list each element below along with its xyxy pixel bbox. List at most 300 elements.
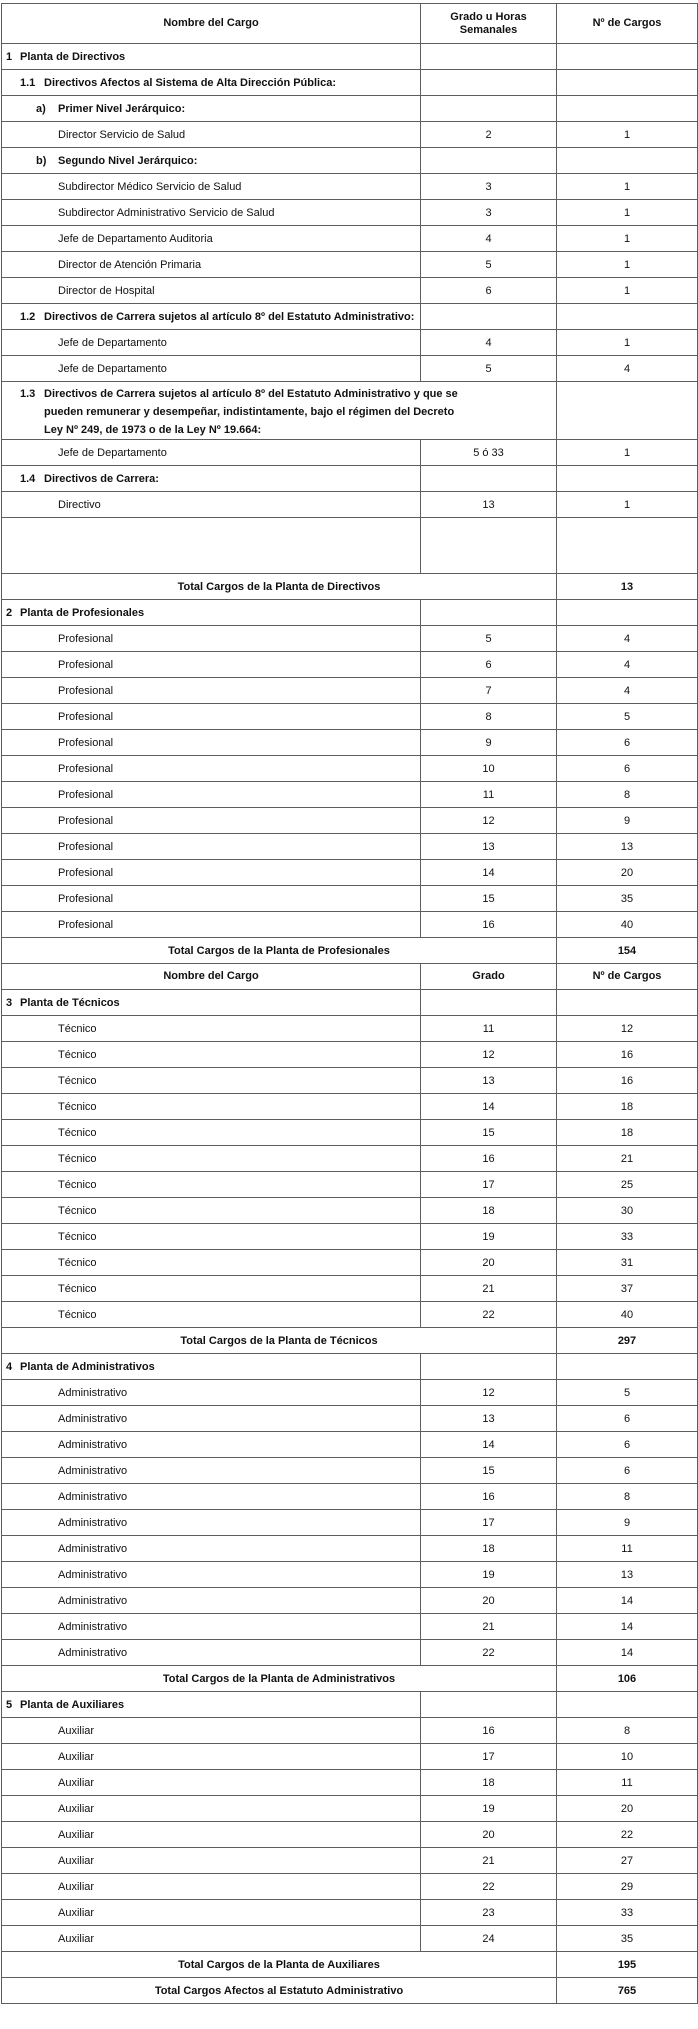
position-count: 13 (620, 840, 634, 853)
position-count-cell (557, 1822, 698, 1848)
position-name: Auxiliar (58, 1828, 95, 1841)
subsection-label: Directivos Afectos al Sistema de Alta Dirección Pública: (44, 76, 337, 89)
position-name-cell (2, 1536, 421, 1562)
position-name-cell (2, 440, 421, 466)
table-row-total (2, 574, 698, 600)
subsection-title (2, 77, 420, 89)
position-grade-cell (421, 226, 557, 252)
position-grade-cell (421, 1640, 557, 1666)
position-count: 35 (620, 1932, 634, 1945)
column-header-count-label: Nº de Cargos (592, 970, 662, 982)
total-count: 195 (617, 1958, 637, 1971)
subsection-title-cell (2, 70, 421, 96)
position-grade-cell (421, 1458, 557, 1484)
count-cell-empty (557, 990, 698, 1016)
position-name-cell (2, 1458, 421, 1484)
subsection-text-line-1: Directivos de Carrera sujetos al artículo 8º del Estatuto Administrativo y que se (44, 387, 458, 400)
position-grade-cell (421, 1874, 557, 1900)
position-grade: 19 (482, 1230, 495, 1243)
count-cell-empty (557, 382, 698, 440)
position-grade-cell (421, 122, 557, 148)
subsection-label: Segundo Nivel Jerárquico: (58, 154, 198, 167)
position-grade-cell (421, 278, 557, 304)
total-label: Total Cargos de la Planta de Auxiliares (178, 1958, 380, 1971)
position-grade-cell (421, 1614, 557, 1640)
column-header-name-label: Nombre del Cargo (163, 17, 259, 29)
position-count: 9 (623, 1516, 631, 1529)
position-name-cell (2, 808, 421, 834)
position-name: Técnico (58, 1204, 97, 1217)
position-count-cell (557, 1146, 698, 1172)
position-grade-cell (421, 330, 557, 356)
position-name: Técnico (58, 1152, 97, 1165)
position-grade: 6 (485, 284, 492, 297)
section-title (2, 607, 420, 619)
column-header-grade (421, 4, 557, 44)
position-grade-cell (421, 1250, 557, 1276)
position-grade: 22 (482, 1308, 495, 1321)
position-name: Auxiliar (58, 1776, 95, 1789)
section-label: Planta de Auxiliares (20, 1698, 125, 1711)
position-count: 1 (623, 180, 631, 193)
table-row-subwrap (2, 382, 698, 440)
table-row-total (2, 1952, 698, 1978)
position-name: Jefe de Departamento (58, 362, 167, 375)
position-grade: 2 (485, 128, 492, 141)
position-grade-cell (421, 886, 557, 912)
position-grade-cell (421, 860, 557, 886)
position-grade: 17 (482, 1750, 495, 1763)
subsection-label: Directivos de Carrera sujetos al artículo 8º del Estatuto Administrativo: (44, 310, 415, 323)
position-name-cell (2, 704, 421, 730)
table-row-item (2, 1042, 698, 1068)
position-name-cell (2, 226, 421, 252)
subsection-number: 1.1 (20, 76, 36, 89)
position-grade: 16 (482, 1490, 495, 1503)
position-name: Profesional (58, 814, 114, 827)
position-count: 20 (620, 866, 634, 879)
position-grade: 17 (482, 1516, 495, 1529)
position-count: 4 (623, 658, 631, 671)
position-count-cell (557, 200, 698, 226)
total-count-cell (557, 574, 698, 600)
subsection-number: 1.4 (20, 472, 36, 485)
grade-cell-empty (421, 96, 557, 122)
position-name-cell (2, 278, 421, 304)
position-count-cell (557, 1172, 698, 1198)
position-grade-cell (421, 1198, 557, 1224)
table-row-item (2, 1172, 698, 1198)
section-number: 3 (6, 996, 13, 1009)
position-grade-cell (421, 1094, 557, 1120)
subsection-title-cell (2, 304, 421, 330)
subsection-text-line-2: pueden remunerar y desempeñar, indistintamente, bajo el régimen del Decreto (44, 405, 455, 418)
position-name-cell (2, 174, 421, 200)
position-grade: 16 (482, 1724, 495, 1737)
position-count: 12 (620, 1022, 634, 1035)
section-title-cell (2, 990, 421, 1016)
total-count-cell (557, 1666, 698, 1692)
table-row-item (2, 278, 698, 304)
total-label-cell (2, 938, 557, 964)
spacer-grade-cell (421, 518, 557, 574)
position-grade: 16 (482, 1152, 495, 1165)
table-row-item (2, 1068, 698, 1094)
position-grade: 23 (482, 1906, 495, 1919)
column-header-grade-line-2: Semanales (459, 23, 518, 36)
position-count-cell (557, 1250, 698, 1276)
position-name: Administrativo (58, 1594, 128, 1607)
position-count: 10 (620, 1750, 634, 1763)
total-label-cell (2, 574, 557, 600)
position-name: Director de Atención Primaria (58, 258, 202, 271)
position-grade: 15 (482, 1126, 495, 1139)
position-name-cell (2, 1016, 421, 1042)
position-grade: 5 (485, 632, 492, 645)
position-count: 40 (620, 918, 634, 931)
position-name-cell (2, 1614, 421, 1640)
position-grade: 24 (482, 1932, 495, 1945)
table-row-item (2, 756, 698, 782)
subsection-title-cell (2, 466, 421, 492)
position-count-cell (557, 440, 698, 466)
position-count: 8 (623, 788, 631, 801)
position-count: 29 (620, 1880, 634, 1893)
subsection-title (2, 103, 420, 115)
position-grade: 7 (485, 684, 492, 697)
table-row-sub (2, 466, 698, 492)
position-grade-cell (421, 440, 557, 466)
position-count-cell (557, 1744, 698, 1770)
staffing-table-body (2, 4, 698, 2004)
position-grade-cell (421, 1744, 557, 1770)
position-count-cell (557, 278, 698, 304)
table-row-item (2, 1770, 698, 1796)
section-title-cell (2, 1692, 421, 1718)
position-grade-cell (421, 1770, 557, 1796)
table-row-item (2, 330, 698, 356)
position-grade: 14 (482, 1438, 495, 1451)
position-grade: 5 ó 33 (473, 446, 504, 459)
total-count: 13 (620, 580, 634, 593)
position-count-cell (557, 652, 698, 678)
table-row-item (2, 886, 698, 912)
position-grade-cell (421, 1796, 557, 1822)
position-grade: 5 (485, 258, 492, 271)
position-count: 6 (623, 736, 631, 749)
position-name: Técnico (58, 1282, 97, 1295)
position-grade-cell (421, 652, 557, 678)
position-name-cell (2, 1510, 421, 1536)
section-label: Planta de Técnicos (20, 996, 120, 1009)
table-row-item (2, 1822, 698, 1848)
table-row-item (2, 1458, 698, 1484)
position-count-cell (557, 1016, 698, 1042)
position-grade-cell (421, 1926, 557, 1952)
table-row-section (2, 600, 698, 626)
table-row-item (2, 1848, 698, 1874)
grade-cell-empty (421, 148, 557, 174)
position-count-cell (557, 356, 698, 382)
position-grade-cell (421, 1276, 557, 1302)
position-grade: 13 (482, 498, 495, 511)
position-grade: 13 (482, 1412, 495, 1425)
table-row-item (2, 1510, 698, 1536)
position-name-cell (2, 200, 421, 226)
column-header-name (2, 4, 421, 44)
position-count-cell (557, 1848, 698, 1874)
position-grade-cell (421, 1146, 557, 1172)
position-name-cell (2, 1744, 421, 1770)
section-number: 4 (6, 1360, 13, 1373)
position-grade-cell (421, 808, 557, 834)
subsection-title (2, 473, 420, 485)
position-grade: 18 (482, 1776, 495, 1789)
position-count: 1 (623, 258, 631, 271)
count-cell-empty (557, 44, 698, 70)
position-count-cell (557, 174, 698, 200)
total-label-cell (2, 1328, 557, 1354)
table-row-item (2, 356, 698, 382)
position-count-cell (557, 730, 698, 756)
table-row-item (2, 492, 698, 518)
position-name-cell (2, 1406, 421, 1432)
grade-cell-empty (421, 990, 557, 1016)
position-grade: 21 (482, 1282, 495, 1295)
position-count: 4 (623, 632, 631, 645)
position-count: 13 (620, 1568, 634, 1581)
position-grade: 14 (482, 866, 495, 879)
position-count: 1 (623, 284, 631, 297)
position-count: 1 (623, 498, 631, 511)
position-name-cell (2, 1042, 421, 1068)
column-header-grade-label: Grado (472, 970, 505, 982)
position-count-cell (557, 1874, 698, 1900)
position-grade: 4 (485, 336, 492, 349)
position-grade: 11 (482, 1022, 495, 1035)
subsection-title-cell (2, 96, 421, 122)
table-row-item (2, 1302, 698, 1328)
position-name: Técnico (58, 1126, 97, 1139)
position-count-cell (557, 1094, 698, 1120)
position-count: 5 (623, 1386, 631, 1399)
position-name: Administrativo (58, 1386, 128, 1399)
position-name: Técnico (58, 1022, 97, 1035)
position-grade-cell (421, 1380, 557, 1406)
staffing-table (1, 3, 698, 2004)
position-count: 31 (620, 1256, 634, 1269)
count-cell-empty (557, 600, 698, 626)
position-name-cell (2, 1224, 421, 1250)
position-grade-cell (421, 1068, 557, 1094)
position-grade-cell (421, 834, 557, 860)
table-row-item (2, 1146, 698, 1172)
position-name-cell (2, 1562, 421, 1588)
position-count-cell (557, 756, 698, 782)
table-row-section (2, 1692, 698, 1718)
position-count: 18 (620, 1126, 634, 1139)
table-row-item (2, 1874, 698, 1900)
position-count-cell (557, 1120, 698, 1146)
grade-cell-empty (421, 70, 557, 96)
position-name: Profesional (58, 762, 114, 775)
position-count-cell (557, 1770, 698, 1796)
table-row-total (2, 938, 698, 964)
position-name-cell (2, 678, 421, 704)
position-count-cell (557, 834, 698, 860)
position-name-cell (2, 1302, 421, 1328)
position-count: 30 (620, 1204, 634, 1217)
position-grade: 22 (482, 1646, 495, 1659)
position-grade: 11 (482, 788, 495, 801)
section-title-cell (2, 1354, 421, 1380)
position-name-cell (2, 1172, 421, 1198)
position-count: 37 (620, 1282, 634, 1295)
position-grade: 20 (482, 1594, 495, 1607)
column-header-count-label: Nº de Cargos (592, 17, 662, 29)
position-count-cell (557, 912, 698, 938)
position-name-cell (2, 1120, 421, 1146)
table-row-sub (2, 70, 698, 96)
table-row-item (2, 1276, 698, 1302)
grade-cell-empty (421, 1354, 557, 1380)
position-count-cell (557, 1484, 698, 1510)
position-count: 11 (621, 1776, 633, 1789)
position-grade: 4 (485, 232, 492, 245)
table-row-item (2, 1406, 698, 1432)
table-row-item (2, 1900, 698, 1926)
position-name: Auxiliar (58, 1906, 95, 1919)
table-row-total (2, 1666, 698, 1692)
table-row-item (2, 226, 698, 252)
position-name: Técnico (58, 1074, 97, 1087)
position-name-cell (2, 756, 421, 782)
position-grade-cell (421, 252, 557, 278)
position-count-cell (557, 1432, 698, 1458)
subsection-text-line-3: Ley Nº 249, de 1973 o de la Ley Nº 19.664: (44, 423, 262, 436)
position-count-cell (557, 1562, 698, 1588)
position-name: Profesional (58, 658, 114, 671)
table-row-item (2, 200, 698, 226)
grandtotal-label-cell (2, 1978, 557, 2004)
section-label: Planta de Directivos (20, 50, 126, 63)
position-count-cell (557, 1796, 698, 1822)
position-count: 1 (623, 446, 631, 459)
count-cell-empty (557, 148, 698, 174)
position-count: 35 (620, 892, 634, 905)
position-name: Administrativo (58, 1516, 128, 1529)
position-name-cell (2, 886, 421, 912)
position-grade-cell (421, 1120, 557, 1146)
section-number: 5 (6, 1698, 13, 1711)
column-header-name (2, 964, 421, 990)
position-count: 8 (623, 1724, 631, 1737)
position-count-cell (557, 1900, 698, 1926)
position-name: Administrativo (58, 1620, 128, 1633)
subsection-wrapped-title (2, 383, 556, 439)
position-name: Profesional (58, 736, 114, 749)
table-row-item (2, 626, 698, 652)
position-grade: 14 (482, 1100, 495, 1113)
table-row-sub (2, 96, 698, 122)
position-count-cell (557, 1276, 698, 1302)
total-count-cell (557, 1328, 698, 1354)
position-count: 1 (623, 232, 631, 245)
position-count: 27 (620, 1854, 634, 1867)
table-row-item (2, 730, 698, 756)
position-name: Director Servicio de Salud (58, 128, 186, 141)
position-grade: 10 (482, 762, 495, 775)
position-grade-cell (421, 626, 557, 652)
position-name-cell (2, 1146, 421, 1172)
subsection-label: Primer Nivel Jerárquico: (58, 102, 186, 115)
position-grade: 21 (482, 1620, 495, 1633)
total-label-cell (2, 1666, 557, 1692)
position-name-cell (2, 252, 421, 278)
position-grade: 17 (482, 1178, 495, 1191)
table-row-item (2, 1484, 698, 1510)
count-cell-empty (557, 1354, 698, 1380)
position-grade: 9 (485, 736, 492, 749)
total-count: 106 (617, 1672, 637, 1685)
position-grade-cell (421, 1432, 557, 1458)
table-row-item (2, 440, 698, 466)
table-row-grandtotal (2, 1978, 698, 2004)
table-row-section (2, 990, 698, 1016)
grandtotal-count: 765 (617, 1984, 637, 1997)
position-count: 14 (620, 1594, 634, 1607)
section-label: Planta de Administrativos (20, 1360, 155, 1373)
count-cell-empty (557, 304, 698, 330)
total-label: Total Cargos de la Planta de Administrativos (162, 1672, 396, 1685)
position-name-cell (2, 730, 421, 756)
table-row-item (2, 1640, 698, 1666)
position-grade-cell (421, 1484, 557, 1510)
position-name-cell (2, 492, 421, 518)
position-name-cell (2, 1718, 421, 1744)
table-row-item (2, 1796, 698, 1822)
position-name: Auxiliar (58, 1750, 95, 1763)
table-row-item (2, 1120, 698, 1146)
table-row-item (2, 1380, 698, 1406)
table-row-item (2, 174, 698, 200)
count-cell-empty (557, 1692, 698, 1718)
position-grade-cell (421, 912, 557, 938)
grandtotal-count-cell (557, 1978, 698, 2004)
position-count-cell (557, 1224, 698, 1250)
position-name: Director de Hospital (58, 284, 155, 297)
position-name: Profesional (58, 710, 114, 723)
position-count: 6 (623, 1412, 631, 1425)
position-grade: 15 (482, 892, 495, 905)
position-name-cell (2, 1640, 421, 1666)
section-title-cell (2, 44, 421, 70)
subsection-number: 1.3 (20, 387, 36, 400)
position-grade: 3 (485, 206, 492, 219)
position-name: Auxiliar (58, 1724, 95, 1737)
position-count-cell (557, 330, 698, 356)
section-number: 2 (6, 606, 13, 619)
position-name-cell (2, 1796, 421, 1822)
table-row-item (2, 1016, 698, 1042)
position-name: Profesional (58, 684, 114, 697)
position-name-cell (2, 1926, 421, 1952)
position-count: 20 (620, 1802, 634, 1815)
subsection-number: a) (36, 102, 46, 115)
position-name: Administrativo (58, 1542, 128, 1555)
position-grade-cell (421, 1536, 557, 1562)
position-name: Profesional (58, 866, 114, 879)
